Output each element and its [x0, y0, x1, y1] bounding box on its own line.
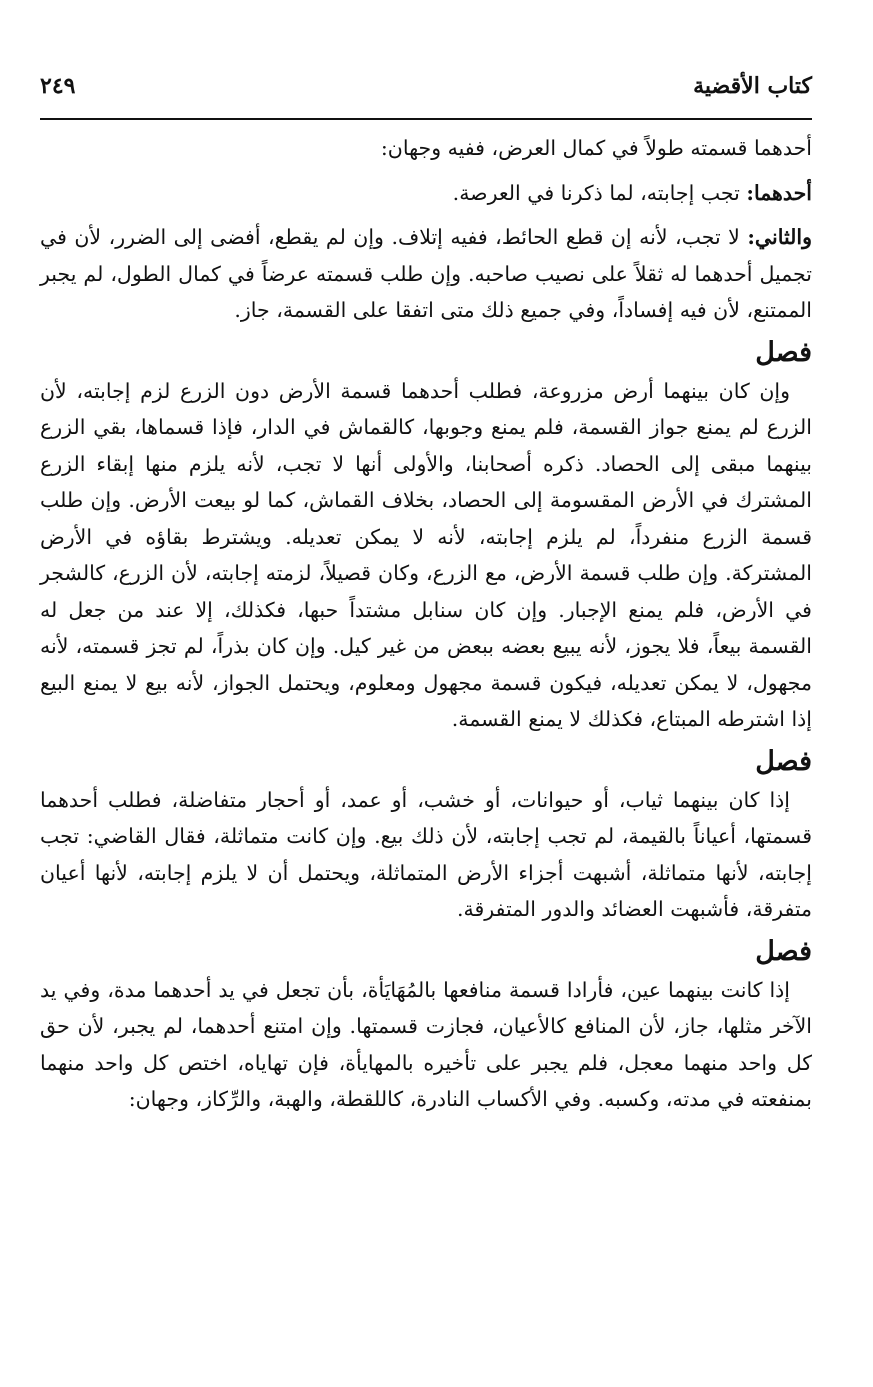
section-heading: فصل: [755, 336, 812, 368]
page-number: ٢٤٩: [40, 73, 76, 99]
paragraph: وإن كان بينهما أرض مزروعة، فطلب أحدهما قسمة الأرض دون الزرع لزم إجابته، لأن الزرع لم يمنع جواز القسمة، فلم يمنع وجوبها، كالقماش في الدار، فإذا قسماها، بقي الزرع بينهما مبقى إلى الحصاد. ذكره أصحابنا، والأولى أنها لا تجب، لأنه يلزم منها إبقاء الزرع المشترك في الأرض المقسومة إلى الحصاد، بخلاف القماش، كما لو بيعت الأرض. وإن طلب قسمة الزرع منفرداً، لم يلزم إجابته، لأنه لا يمكن تعديله. ويشترط بقاؤه في الأرض المشتركة. وإن طلب قسمة الأرض، مع الزرع، وكان قصيلاً، لزمته إجابته، لأن الزرع، كالشجر في الأرض، فلم يمنع الإجبار. وإن كان سنابل مشتداً حبها، فكذلك، إلا عند من جعل له القسمة بيعاً، فلا يجوز، لأنه يبيع بعضه ببعض من غير كيل. وإن كان بذراً، لم تجز قسمته، لأنه مجهول، لا يمكن تعديله، فيكون قسمة مجهول ومعلوم، ويحتمل الجواز، لأنه بيع لا يمنع البيع إذا اشترطه المبتاع، فكذلك لا يمنع القسمة.: [40, 378, 812, 731]
section-heading: فصل: [755, 745, 812, 777]
running-title: كتاب الأقضية: [693, 73, 812, 99]
paragraph-text: تجب إجابته، لما ذكرنا في العرصة.: [452, 180, 747, 205]
lead-term: والثاني:: [747, 225, 812, 249]
paragraph-text: أحدهما قسمته طولاً في كمال العرض، ففيه وجهان:: [380, 136, 812, 160]
paragraph: [40, 130, 812, 167]
paragraph: [40, 175, 812, 212]
paragraph: إذا كانت بينهما عين، فأرادا قسمة منافعها بالمُهَايَأة، بأن تجعل في يد أحدهما مدة، وفي يد الآخر مثلها، جاز، لأن المنافع كالأعيان، فجازت قسمتها. وإن امتنع أحدهما، لم يجبر، لأن حق كل واحد منهما معجل، فلم يجبر على تأخيره بالمهايأة، فإن تهاياه، اختص كل واحد منهما بمنفعته في مدته، وكسبه. وفي الأكساب النادرة، كاللقطة، والهبة، والرِّكاز، وجهان:: [40, 977, 812, 1111]
lead-term: أحدهما:: [746, 180, 812, 205]
page-body: [40, 130, 812, 1118]
paragraph: إذا كان بينهما ثياب، أو حيوانات، أو خشب، أو عمد، أو أحجار متفاضلة، فطلب أحدهما قسمتها، أعياناً بالقيمة، لم تجب إجابته، لأن ذلك بيع. وإن كانت متماثلة، فقال القاضي: تجب إجابته، لأنها متماثلة، أشبهت أجزاء الأرض المتماثلة، ويحتمل أن لا يلزم إجابته، لأنها أعيان متفرقة، فأشبهت العضائد والدور المتفرقة.: [40, 787, 812, 921]
paragraph-text: لا تجب، لأنه إن قطع الحائط، ففيه إتلاف. وإن لم يقطع، أفضى إلى الضرر، لأن في تجميل أحدهما له ثقلاً على نصيب صاحبه. وإن طلب قسمته عرضاً في كمال الطول، لم يجبر الممتنع، لأن فيه إفساداً، وفي جميع ذلك متى اتفقا على القسمة، جاز.: [40, 225, 812, 322]
paragraph: [40, 219, 812, 329]
header-rule: [40, 118, 812, 120]
page-header: [40, 66, 812, 106]
section-heading: فصل: [755, 935, 812, 967]
